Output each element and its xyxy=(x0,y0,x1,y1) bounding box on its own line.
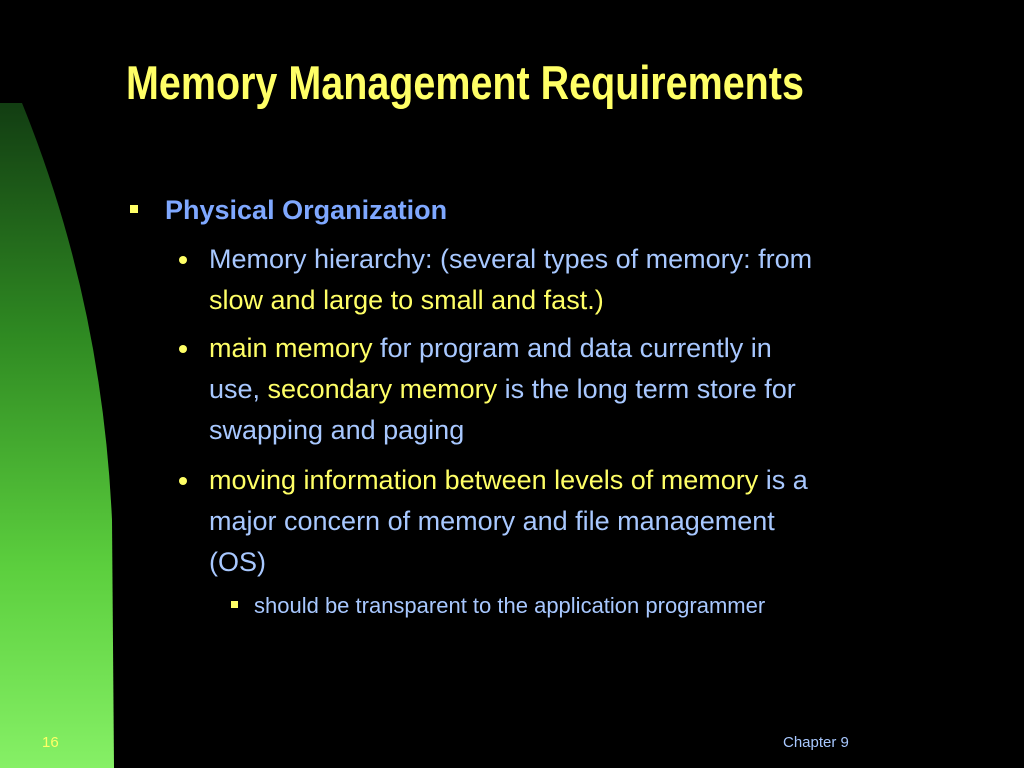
round-bullet-icon xyxy=(179,256,187,264)
bullet-text: is a xyxy=(758,465,808,495)
bullet-text: swapping and paging xyxy=(209,415,465,445)
bullet-text: (OS) xyxy=(209,547,266,577)
round-bullet-icon xyxy=(179,477,187,485)
small-square-bullet-icon xyxy=(231,601,238,608)
bullet-text: is the long term store for xyxy=(497,374,796,404)
bullet-item xyxy=(209,460,989,583)
sub-bullet-item: should be transparent to the application programmer xyxy=(254,593,766,618)
highlighted-text: main memory xyxy=(209,333,373,363)
bullet-line xyxy=(209,328,989,369)
slide-number: 16 xyxy=(42,734,59,751)
bullet-item xyxy=(209,239,989,321)
bullet-text: major concern of memory and file management xyxy=(209,506,775,536)
bullet-line xyxy=(209,460,989,501)
bullet-item xyxy=(209,328,989,451)
bullet-line xyxy=(209,542,989,583)
bullet-line xyxy=(209,369,989,410)
slide-title: Memory Management Requirements xyxy=(126,56,804,109)
bullet-text: Memory hierarchy: (several types of memory: from xyxy=(209,244,813,274)
footer-chapter: Chapter 9 xyxy=(783,734,849,751)
bullet-text: for program and data currently in xyxy=(372,333,772,363)
round-bullet-icon xyxy=(179,345,187,353)
bullet-line xyxy=(209,501,989,542)
highlighted-text: slow and large to small and fast.) xyxy=(209,285,604,315)
bullet-line xyxy=(209,239,989,280)
square-bullet-icon xyxy=(130,205,138,213)
highlighted-text: moving information between levels of memory xyxy=(209,465,759,495)
bullet-line xyxy=(209,280,989,321)
bullet-line xyxy=(209,410,989,451)
bullet-text: use, xyxy=(209,374,268,404)
section-heading: Physical Organization xyxy=(165,195,448,225)
highlighted-text: secondary memory xyxy=(267,374,498,404)
